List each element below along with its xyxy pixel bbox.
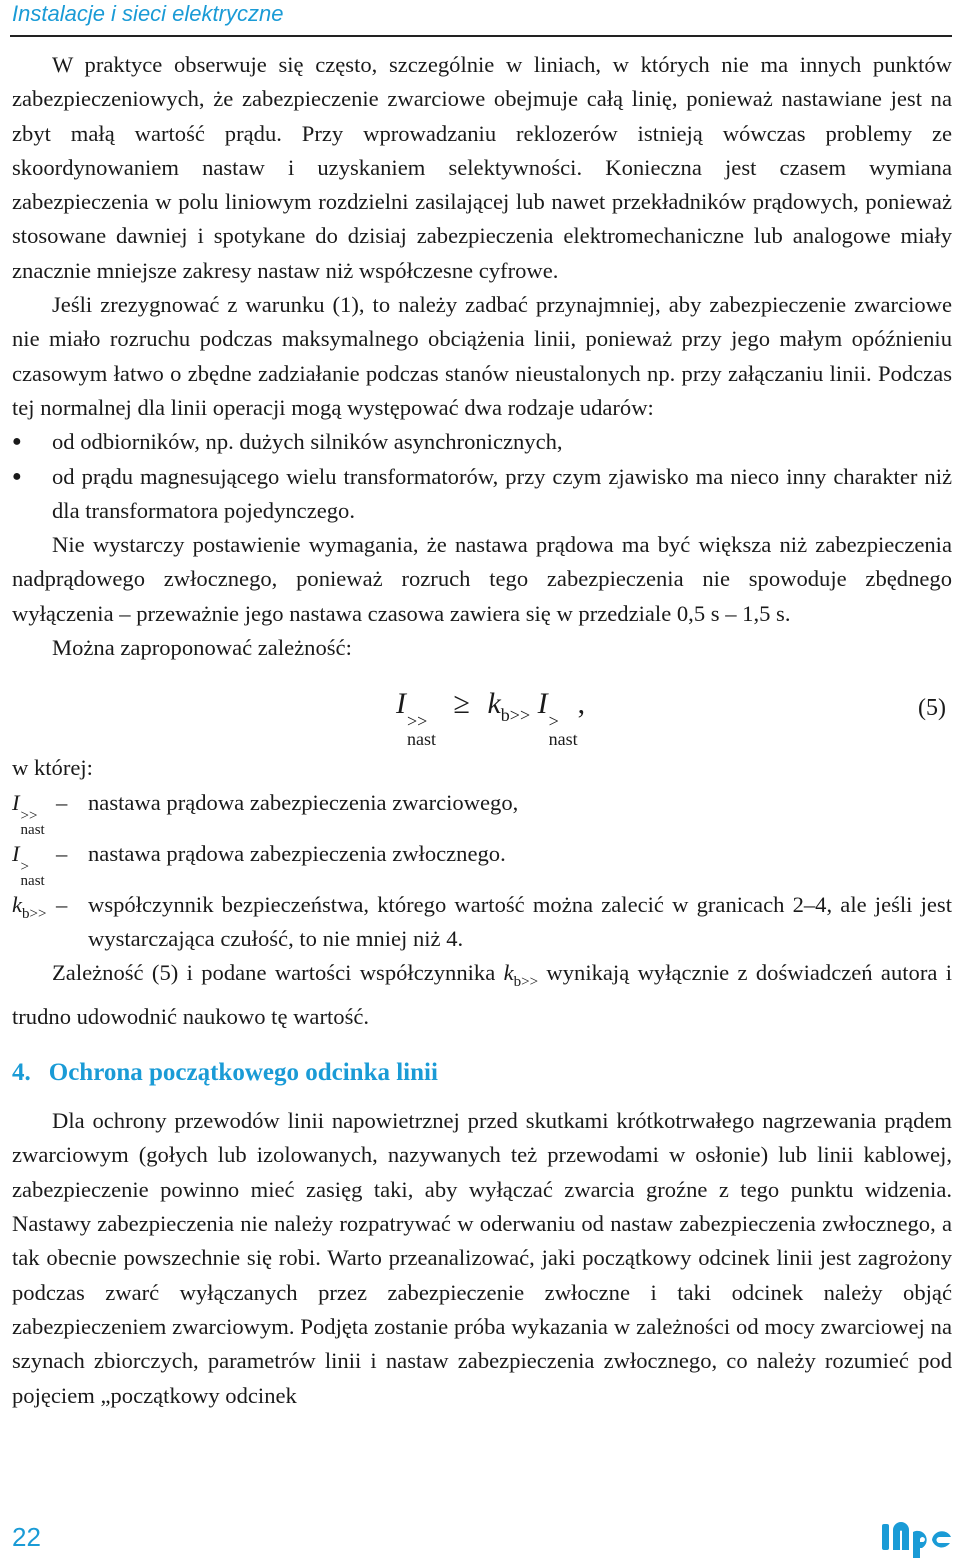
def-dash: – xyxy=(56,840,68,866)
bullet-text: od odbiorników, np. dużych silników asynchronicznych, xyxy=(52,429,563,455)
sub-b: b>> xyxy=(500,705,531,726)
paragraph-4: Można zaproponować zależność: xyxy=(52,635,352,661)
def-symbol: I >> nast xyxy=(12,789,45,838)
symbol-I: I xyxy=(537,687,548,721)
def-text: współczynnik bezpieczeństwa, którego wartość można zalecić w granicach 2–4, ale jeśli jest wystarczająca czułość, to nie mniej niż 4. xyxy=(88,891,952,951)
def-dash: – xyxy=(56,891,68,917)
def-symbol: I > nast xyxy=(12,840,45,889)
definitions-list xyxy=(12,786,952,957)
publisher-logo xyxy=(880,1518,952,1558)
bullet-icon: ● xyxy=(12,433,22,451)
list-item xyxy=(12,425,952,459)
inline-symbol-k: $k_{b>>}$ xyxy=(503,960,539,991)
geq-symbol: ≥ xyxy=(453,687,470,721)
section-number: 4. xyxy=(12,1058,31,1086)
page-number: 22 xyxy=(12,1522,41,1552)
paragraph-2: Jeśli zrezygnować z warunku (1), to należy zadbać przynajmniej, aby zabezpieczenie zwarciowe nie miało rozruchu podczas maksymalnego obciążenia linii, ponieważ przy jego małym opóźnieniu czasowym łatwo o zbędne zadziałanie podczas stanów nieustalonych np. przy załączaniu linii. Podczas tej normalnej dla linii operacji mogą występować dwa rodzaje udarów: xyxy=(12,292,952,420)
sup: > xyxy=(548,711,559,732)
subsup-nast-double xyxy=(407,712,436,748)
paragraph-3: Nie wystarczy postawienie wymagania, że nastawa prądowa ma być większa niż zabezpieczenia nadprądowego zwłocznego, ponieważ rozruch tego zabezpieczenia nie spowoduje zbędnego wyłączenia – przeważnie jego nastawa czasowa zawiera się w przedziale 0,5 s – 1,5 s. xyxy=(12,532,952,626)
def-text: nastawa prądowa zabezpieczenia zwarciowego, xyxy=(88,789,519,815)
bullet-icon: ● xyxy=(12,467,22,485)
paragraph-5: Zależność (5) i podane wartości współczynnika $k_{b>>}$ wynikają wyłącznie z doświadczeń autora i trudno udowodnić naukowo tę wartość. xyxy=(12,960,952,1029)
definition-row xyxy=(12,786,952,837)
bullet-text: od prądu magnesującego wielu transformatorów, przy czym zjawisko ma nieco inny charakter niż dla transformatora pojedynczego. xyxy=(52,463,952,523)
header-rule xyxy=(10,35,952,37)
running-header: Instalacje i sieci elektryczne xyxy=(12,1,284,26)
section-heading xyxy=(12,1056,952,1090)
sub: nast xyxy=(407,729,436,750)
definition-row xyxy=(12,837,952,888)
sup: >> xyxy=(407,711,428,732)
subsup-nast-single xyxy=(549,712,578,748)
section-title: Ochrona początkowego odcinka linii xyxy=(48,1058,438,1086)
comma: , xyxy=(577,687,586,721)
symbol-I: I xyxy=(396,687,406,721)
page-content xyxy=(12,48,952,1413)
definition-row xyxy=(12,888,952,957)
equation-body xyxy=(396,687,585,748)
equation-5 xyxy=(12,673,952,751)
sub: nast xyxy=(548,729,578,750)
equation-number: (5) xyxy=(918,695,946,722)
paragraph-6: Dla ochrony przewodów linii napowietrznej przed skutkami krótkotrwałego nagrzewania prądem zwarciowym (gołych lub izolowanych, nazywanych też przewodami w osłonie) lub linii kablowej, zabezpieczenie powinno mieć zasięg taki, aby wyłączać zwarcia groźne z tego punktu widzenia. Nastawy zabezpieczenia nie należy rozpatrywać w oderwaniu od nastaw zabezpieczenia zwłocznego, a tak obecnie powszechnie się robi. Warto przeanalizować, jaki początkowy odcinek linii jest zagrożony podczas zwarć wyłączanych przez zabezpieczenie zwłoczne i taki odcinek należy objąć zabezpieczeniem zwarciowym. Podjęta zostanie próba wykazania w zależności od mocy zwarciowej na szynach zbiorczych, parametrów linii i nastaw zabezpieczenia zwłocznego, co należy rozumieć pod pojęciem „początkowy odcinek xyxy=(12,1108,952,1408)
symbol-k: k xyxy=(487,687,501,721)
list-item xyxy=(12,460,952,529)
def-text: nastawa prądowa zabezpieczenia zwłocznego. xyxy=(88,840,506,866)
def-symbol: $k_{b>>}$ xyxy=(12,891,47,922)
where-label: w której: xyxy=(12,755,93,781)
paragraph-1: W praktyce obserwuje się często, szczególnie w liniach, w których nie ma innych punktów zabezpieczeniowych, że zabezpieczenie zwarciowe obejmuje całą linię, ponieważ nastawiane jest na zbyt małą wartość prądu. Przy wprowadzaniu reklozerów istnieją wówczas problemy ze skoordynowaniem nastaw i uzyskaniem selektywności. Konieczna jest czasem wymiana zabezpieczenia w polu liniowym rozdzielni zasilającej lub nawet przekładników prądowych, ponieważ stosowane dawniej i spotykane do dzisiaj zabezpieczenia elektromechaniczne lub analogowe miały znacznie mniejsze zakresy nastaw niż współczesne cyfrowe. xyxy=(12,52,952,283)
def-dash: – xyxy=(56,789,68,815)
